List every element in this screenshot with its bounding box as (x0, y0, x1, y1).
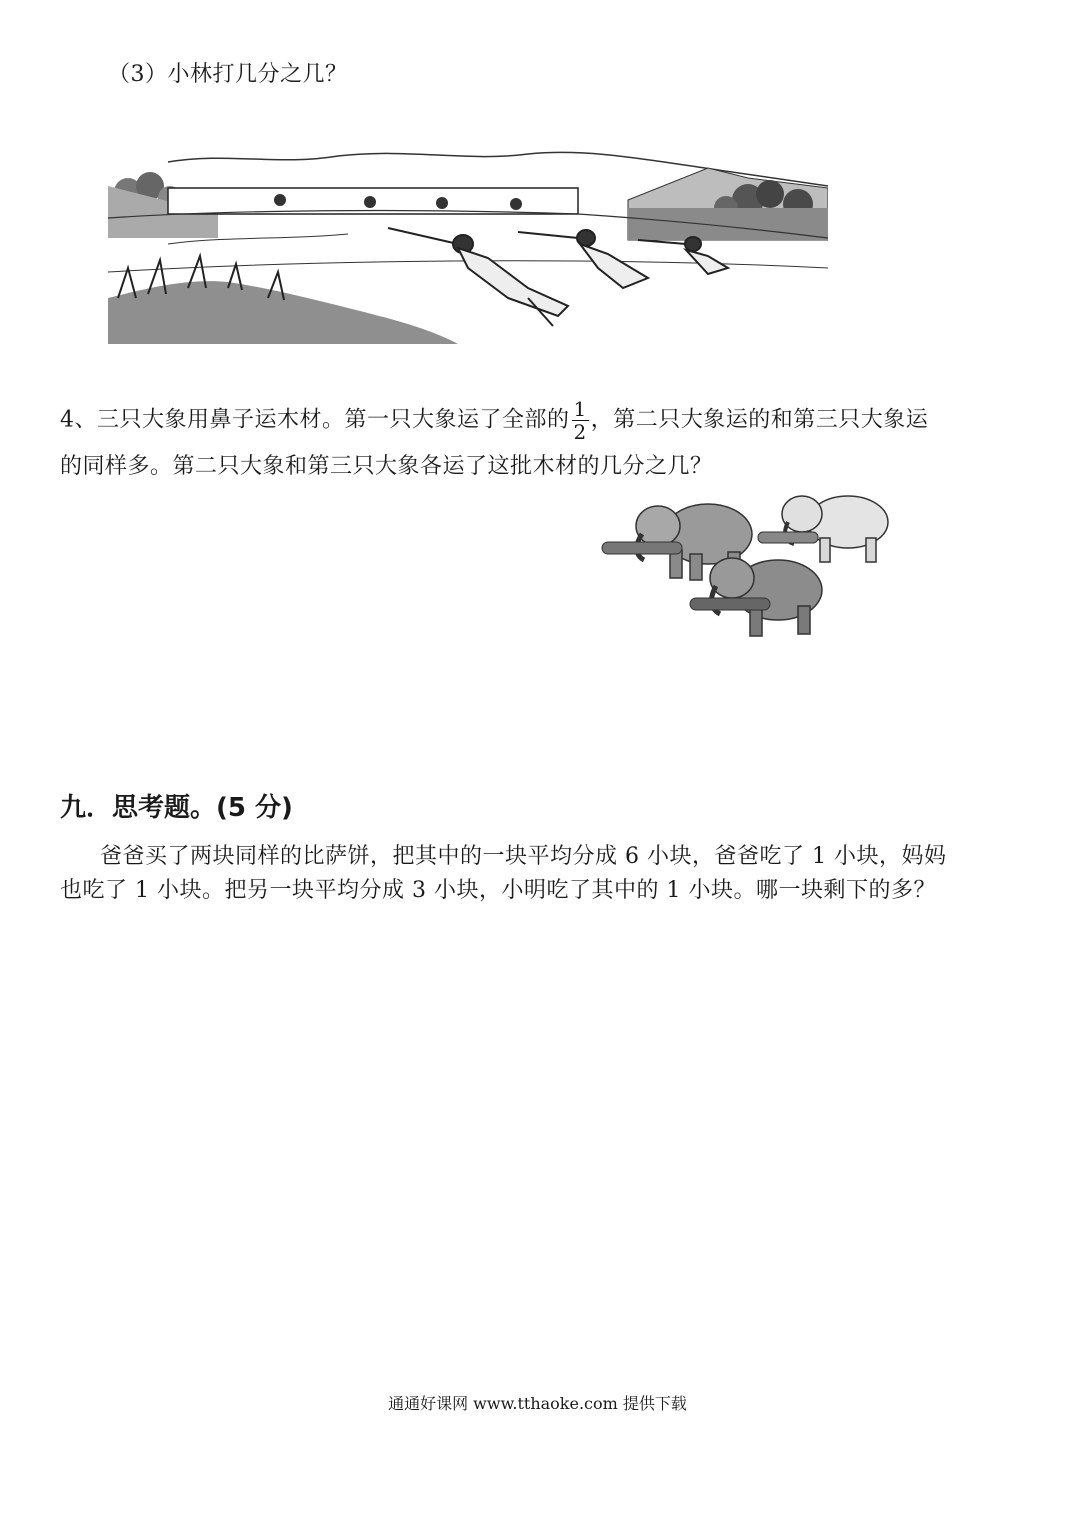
fraction-denominator: 2 (573, 420, 587, 444)
question-4-text-before: 4、三只大象用鼻子运木材。第一只大象运了全部的 (60, 407, 570, 433)
section-9-title: 九．思考题。(5 分) (60, 793, 293, 823)
question-4-text-after: ，第二只大象运的和第三只大象运 (590, 407, 929, 433)
elephant-2 (782, 496, 888, 562)
fraction-one-half (572, 398, 589, 443)
elephant-3 (710, 558, 822, 636)
fraction-numerator: 1 (573, 397, 587, 421)
question-4-line-2: 的同样多。第二只大象和第三只大象各运了这批木材的几分之几？ (60, 454, 713, 479)
question-3-text: （3）小林打几分之几？ (108, 62, 348, 87)
page-footer: 通通好课网 www.tthaoke.com 提供下载 (388, 1394, 687, 1413)
question-4-line-1 (60, 398, 928, 443)
elephants-illustration (598, 486, 908, 642)
section-9-line-2: 也吃了 1 小块。把另一块平均分成 3 小块，小明吃了其中的 1 小块。哪一块剩下的多？ (60, 878, 936, 903)
shooter-3 (638, 237, 728, 274)
shooting-range-illustration (108, 148, 828, 344)
shooter-1 (388, 228, 568, 326)
section-9-line-1: 爸爸买了两块同样的比萨饼，把其中的一块平均分成 6 小块，爸爸吃了 1 小块，妈妈 (100, 844, 947, 869)
